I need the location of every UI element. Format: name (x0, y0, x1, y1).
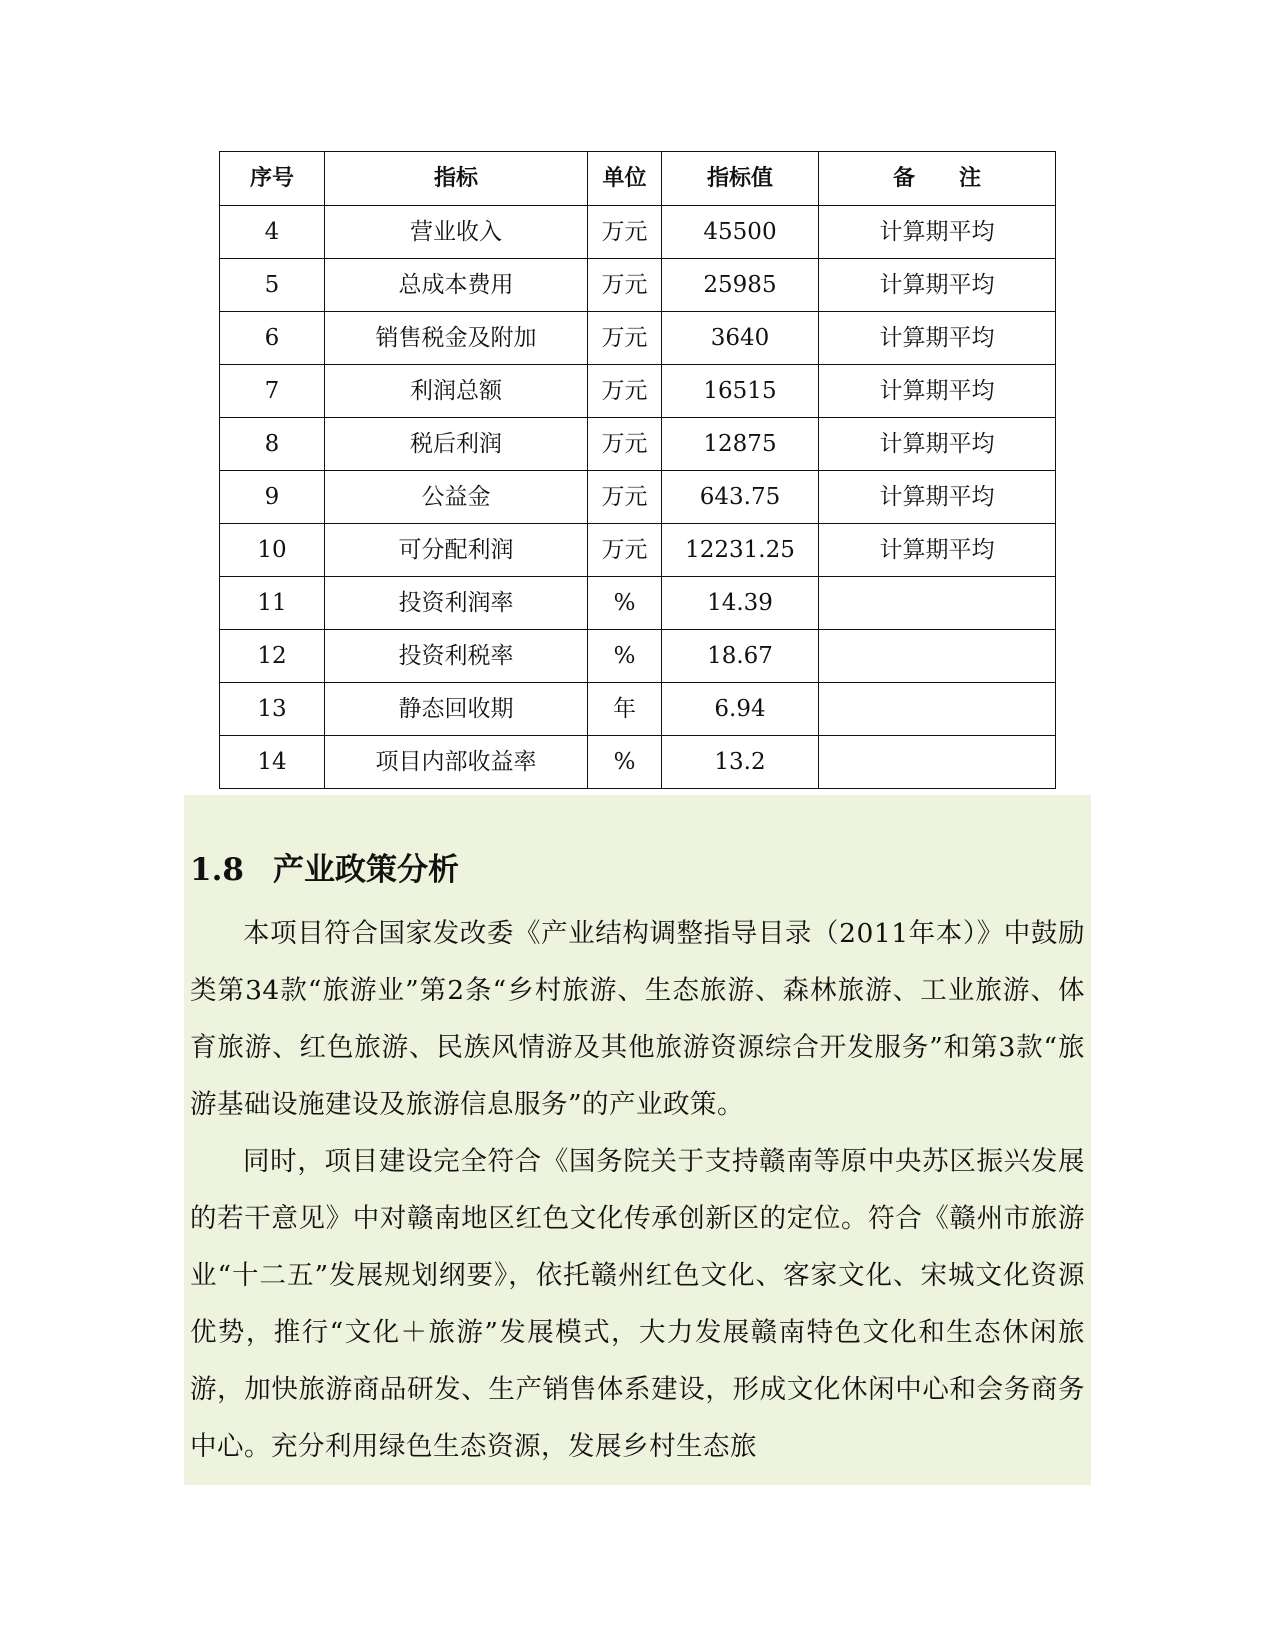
cell-no: 7 (220, 365, 325, 418)
cell-unit: 万元 (588, 524, 662, 577)
section-title: 产业政策分析 (273, 852, 459, 888)
cell-note: 计算期平均 (819, 418, 1056, 471)
table-row (220, 418, 1056, 471)
cell-name: 投资利润率 (325, 577, 588, 630)
cell-unit: 年 (588, 683, 662, 736)
cell-value: 25985 (662, 259, 819, 312)
header-unit: 单位 (588, 152, 662, 206)
section-heading (190, 847, 1085, 893)
cell-value: 18.67 (662, 630, 819, 683)
table-body (220, 206, 1056, 789)
header-no: 序号 (220, 152, 325, 206)
table-row (220, 683, 1056, 736)
cell-note: 计算期平均 (819, 365, 1056, 418)
table-row (220, 524, 1056, 577)
cell-unit: 万元 (588, 312, 662, 365)
cell-no: 14 (220, 736, 325, 789)
cell-name: 总成本费用 (325, 259, 588, 312)
cell-name: 项目内部收益率 (325, 736, 588, 789)
table-row (220, 312, 1056, 365)
cell-note (819, 683, 1056, 736)
cell-name: 可分配利润 (325, 524, 588, 577)
cell-no: 13 (220, 683, 325, 736)
table-row (220, 736, 1056, 789)
cell-value: 45500 (662, 206, 819, 259)
cell-value: 643.75 (662, 471, 819, 524)
paragraph-1: 本项目符合国家发改委《产业结构调整指导目录（2011年本）》中鼓励类第34款“旅游业”第2条“乡村旅游、生态旅游、森林旅游、工业旅游、体育旅游、红色旅游、民族风情游及其他旅游资源综合开发服务”和第3款“旅游基础设施建设及旅游信息服务”的产业政策。 (190, 918, 1085, 1120)
cell-unit: % (588, 736, 662, 789)
cell-note: 计算期平均 (819, 206, 1056, 259)
cell-no: 12 (220, 630, 325, 683)
cell-unit: % (588, 630, 662, 683)
table-row (220, 206, 1056, 259)
cell-no: 5 (220, 259, 325, 312)
cell-value: 12875 (662, 418, 819, 471)
cell-name: 利润总额 (325, 365, 588, 418)
cell-value: 16515 (662, 365, 819, 418)
cell-name: 销售税金及附加 (325, 312, 588, 365)
paragraph-2: 同时，项目建设完全符合《国务院关于支持赣南等原中央苏区振兴发展的若干意见》中对赣南地区红色文化传承创新区的定位。符合《赣州市旅游业“十二五”发展规划纲要》，依托赣州红色文化、客家文化、宋城文化资源优势，推行“文化＋旅游”发展模式，大力发展赣南特色文化和生态休闲旅游，加快旅游商品研发、生产销售体系建设，形成文化休闲中心和会务商务中心。充分利用绿色生态资源，发展乡村生态旅 (190, 1146, 1085, 1462)
cell-note (819, 736, 1056, 789)
cell-no: 4 (220, 206, 325, 259)
section-number: 1.8 (190, 852, 244, 888)
table-row (220, 471, 1056, 524)
cell-note: 计算期平均 (819, 259, 1056, 312)
cell-no: 10 (220, 524, 325, 577)
cell-name: 投资利税率 (325, 630, 588, 683)
cell-note: 计算期平均 (819, 312, 1056, 365)
header-note: 备 注 (819, 152, 1056, 206)
table-row (220, 365, 1056, 418)
cell-note: 计算期平均 (819, 471, 1056, 524)
cell-name: 静态回收期 (325, 683, 588, 736)
header-value: 指标值 (662, 152, 819, 206)
table-row (220, 577, 1056, 630)
cell-unit: 万元 (588, 206, 662, 259)
cell-no: 11 (220, 577, 325, 630)
cell-no: 8 (220, 418, 325, 471)
cell-name: 营业收入 (325, 206, 588, 259)
cell-value: 3640 (662, 312, 819, 365)
table-header-row (220, 152, 1056, 206)
indicator-table (219, 151, 1056, 789)
cell-value: 6.94 (662, 683, 819, 736)
cell-value: 12231.25 (662, 524, 819, 577)
cell-name: 公益金 (325, 471, 588, 524)
table-row (220, 630, 1056, 683)
cell-value: 13.2 (662, 736, 819, 789)
cell-value: 14.39 (662, 577, 819, 630)
cell-unit: 万元 (588, 259, 662, 312)
cell-unit: 万元 (588, 418, 662, 471)
policy-section (184, 795, 1091, 1485)
cell-name: 税后利润 (325, 418, 588, 471)
table-row (220, 259, 1056, 312)
cell-unit: 万元 (588, 471, 662, 524)
cell-unit: % (588, 577, 662, 630)
cell-unit: 万元 (588, 365, 662, 418)
cell-note (819, 577, 1056, 630)
cell-no: 6 (220, 312, 325, 365)
cell-no: 9 (220, 471, 325, 524)
cell-note (819, 630, 1056, 683)
header-name: 指标 (325, 152, 588, 206)
cell-note: 计算期平均 (819, 524, 1056, 577)
